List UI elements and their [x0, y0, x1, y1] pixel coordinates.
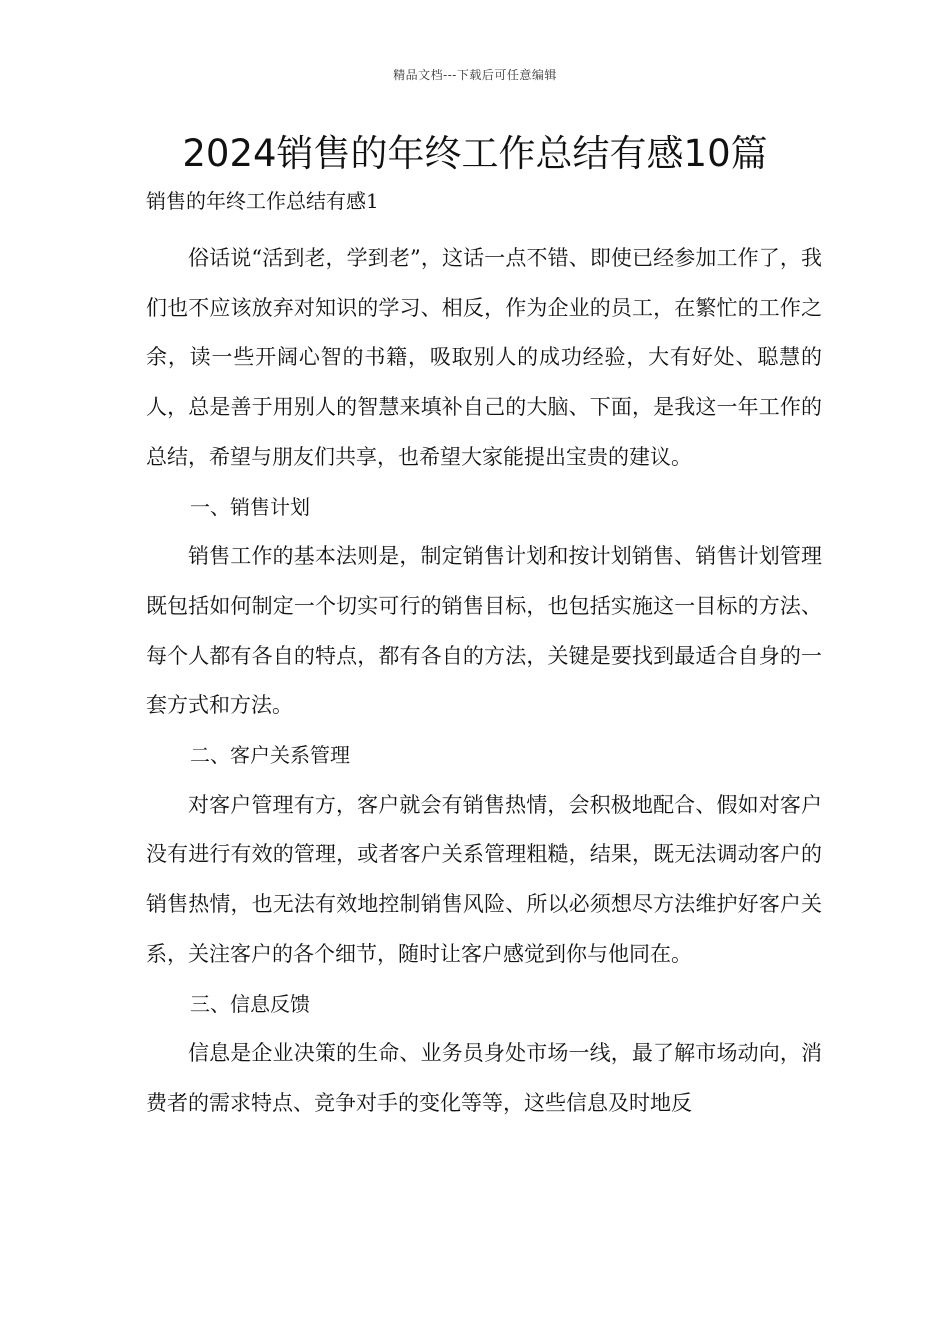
section-heading-info-feedback: 三、信息反馈: [190, 991, 310, 1016]
document-body: [146, 234, 822, 1129]
section-heading-customer-relations: 二、客户关系管理: [190, 743, 350, 768]
document-subtitle: 销售的年终工作总结有感1: [146, 189, 379, 213]
intro-paragraph: 俗话说“活到老，学到老”，这话一点不错、即使已经参加工作了，我们也不应该放弃对知识的学习、相反，作为企业的员工，在繁忙的工作之余，读一些开阔心智的书籍，吸取别人的成功经验，大有好处、聪慧的人，总是善于用别人的智慧来填补自己的大脑、下面，是我这一年工作的总结，希望与朋友们共享，也希望大家能提出宝贵的建议。: [146, 246, 822, 469]
section-paragraph-customer-relations: 对客户管理有方，客户就会有销售热情，会积极地配合、假如对客户没有进行有效的管理，或者客户关系管理粗糙，结果，既无法调动客户的销售热情，也无法有效地控制销售风险、所以必须想尽方法维护好客户关系，关注客户的各个细节，随时让客户感觉到你与他同在。: [146, 792, 822, 966]
section-heading-sales-plan: 一、销售计划: [190, 494, 310, 519]
header-note: 精品文档---下载后可任意编辑: [393, 68, 557, 82]
section-paragraph-info-feedback: 信息是企业决策的生命、业务员身处市场一线，最了解市场动向，消费者的需求特点、竞争对手的变化等等，这些信息及时地反: [146, 1041, 822, 1115]
section-paragraph-sales-plan: 销售工作的基本法则是，制定销售计划和按计划销售、销售计划管理既包括如何制定一个切实可行的销售目标，也包括实施这一目标的方法、每个人都有各自的特点，都有各自的方法，关键是要找到最适合自身的一套方式和方法。: [146, 544, 822, 718]
document-title: 2024销售的年终工作总结有感10篇: [182, 132, 768, 175]
